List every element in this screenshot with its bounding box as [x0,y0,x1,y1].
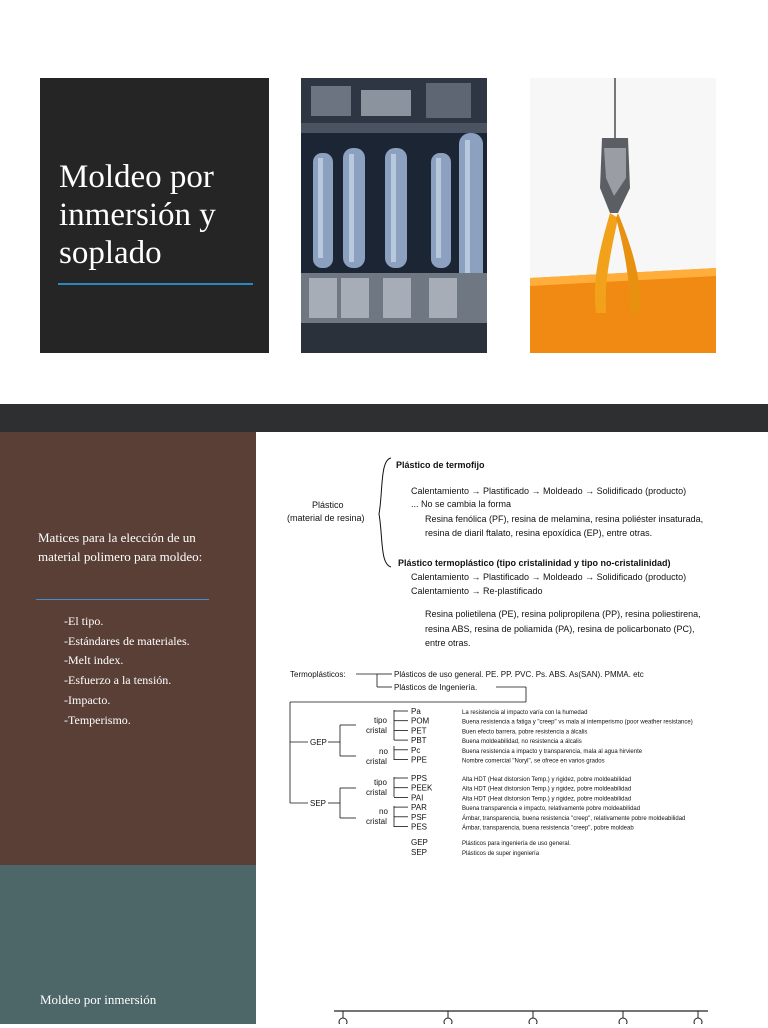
material-code: PPS [411,774,428,783]
dip-coated-pliers-photo [530,78,716,353]
dip-molding-diagram-area [256,865,768,1024]
dip-molding-panel [0,865,256,1024]
dip-molding-caption: Moldeo por inmersión [40,992,157,1007]
material-code: PBT [411,736,427,746]
material-code: PES [411,822,428,832]
criteria-panel [0,432,256,865]
termofijo-ejemplos-1: Resina fenólica (PF), resina de melamina, resina poliéster insaturada, [425,514,704,524]
material-code: PAR [411,803,427,813]
material-description: Alta HDT (Heat distorsion Temp.) y rigidez, pobre moldeabilidad [462,786,632,793]
termoplastico-ejemplos-3: entre otras. [425,638,471,648]
material-description: Ámbar, transparencia, buena resistencia "creep", relativamente pobre moldeabilidad [462,815,686,822]
termoplastico-ejemplos-2: resina ABS, resina de poliamida (PA), resina de policarbonato (PC), [425,624,695,634]
mold-holder [619,1018,627,1024]
material-description: Ámbar, transparencia, buena resistencia "creep", pobre moldeab [462,825,634,832]
material-description: Buen efecto barrera, pobre resistencia a álcalis [462,729,588,736]
material-code: Pc [411,745,421,755]
mold-holder [529,1018,537,1024]
termoplastico-ejemplos-1: Resina polietilena (PE), resina polipropilena (PP), resina poliestirena, [425,609,701,619]
termoplastico-reproceso: Calentamiento → Re-plastificado [411,586,543,596]
mold-holder [339,1018,347,1024]
sep-label: SEP [310,799,327,808]
title-panel [40,78,269,353]
material-code: PEEK [411,783,433,793]
gep-no-cristal: no cristal [366,747,388,766]
classification-diagram-svg [256,432,768,865]
material-description: Buena resistencia a impacto y transparencia, mala al agua hirviente [462,748,643,755]
material-description: Alta HDT (Heat distorsion Temp.) y rigidez, pobre moldeabilidad [462,777,632,783]
list-item: -Impacto. [64,692,111,707]
material-code: Pa [411,707,421,716]
termoplasticos-label: Termoplásticos: [290,670,346,679]
blow-molding-machine-photo [301,78,487,353]
material-description: Buena resistencia a fatiga y "creep" vs mala al intemperismo (poor weather resistance) [462,719,693,726]
material-description: Buena moldeabilidad, no resistencia a álcalis [462,739,582,746]
termofijo-title: Plástico de termofijo [396,460,485,470]
termoplastico-proceso: Calentamiento → Plastificado → Moldeado → Solidificado (producto) [411,572,687,582]
legend-description: Plásticos de super ingeniería [462,851,540,857]
criteria-underline [36,599,209,600]
sep-material-rows [394,774,685,832]
criteria-heading: Matices para la elección de un material polimero para moldeo: [38,530,203,564]
mold-holder [694,1018,702,1024]
material-description: Buena transparencia e impacto, relativamente pobre moldeabilidad [462,806,641,813]
sep-no-cristal: no cristal [366,807,388,826]
material-code: PSF [411,812,427,822]
dip-molding-rail-diagram [256,865,768,1024]
resina-label: (material de resina) [287,513,365,523]
gep-tipo-cristal: tipo cristal [366,716,387,735]
material-description: La resistencia al impacto varía con la humedad [462,710,588,716]
title-underline [58,283,253,285]
mold-holder [444,1018,452,1024]
slide-separator [0,404,768,432]
list-item: -Esfuerzo a la tensión. [64,673,172,688]
main-brace [379,458,391,567]
abbreviation-legend [411,838,571,857]
material-code: PAI [411,793,424,803]
termofijo-nota: ... No se cambia la forma [411,499,512,509]
criteria-list [64,612,190,730]
list-item: -El tipo. [64,614,104,628]
material-code: PPE [411,755,428,765]
slide-title [0,0,768,404]
list-item: -Temperismo. [64,712,131,727]
gep-label: GEP [310,738,327,747]
material-code: PET [411,726,427,736]
material-description: Alta HDT (Heat distorsion Temp.) y rigidez, pobre moldeabilidad [462,796,632,803]
list-item: -Melt index. [64,653,124,668]
termoplastico-title: Plástico termoplástico (tipo cristalinidad y tipo no-cristalinidad) [398,558,671,568]
uso-general-text: Plásticos de uso general. PE. PP. PVC. Ps. ABS. As(SAN). PMMA. etc [394,670,644,679]
legend-code: GEP [411,838,428,847]
list-item: -Estándares de materiales. [64,633,190,648]
material-description: Nombre comercial "Noryl", se ofrece en varios grados [462,758,605,765]
sep-tipo-cristal: tipo cristal [366,778,387,797]
gep-material-rows [394,707,693,765]
slide-title-text: Moldeo por inmersión y soplado [59,159,216,271]
plastico-label: Plástico [312,500,344,510]
termofijo-proceso: Calentamiento → Plastificado → Moldeado → Solidificado (producto) [411,486,687,496]
material-code: POM [411,716,430,726]
legend-description: Plásticos para ingeniería de uso general. [462,841,571,847]
legend-code: SEP [411,848,428,857]
ingenieria-text: Plásticos de Ingeniería. [394,683,478,692]
plastics-classification-diagram [256,432,768,865]
termofijo-ejemplos-2: resina de diaril ftalato, resina epoxídica (EP), entre otras. [425,528,653,538]
